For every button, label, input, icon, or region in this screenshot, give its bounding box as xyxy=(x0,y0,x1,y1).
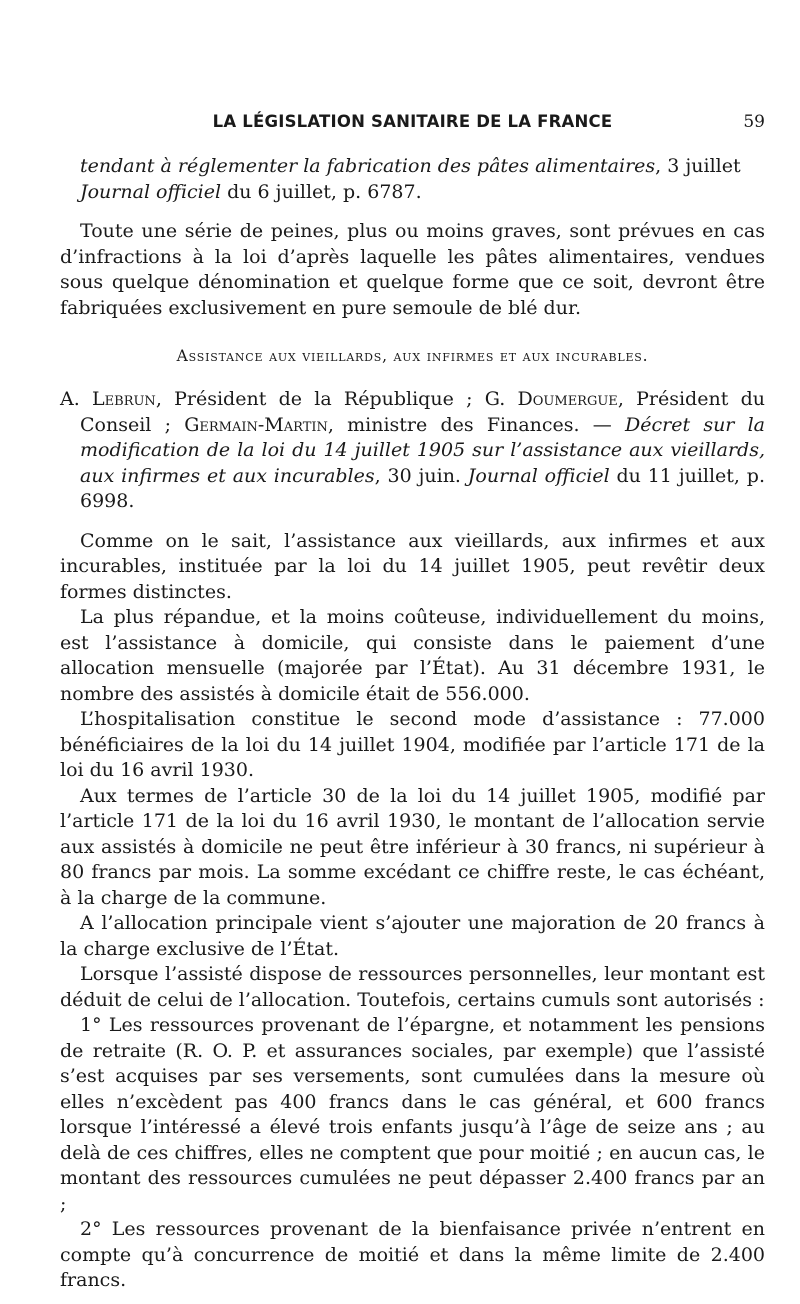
continuation-paragraph xyxy=(60,154,765,205)
paragraph-allocation-amount: Aux termes de l’article 30 de la loi du 14 juillet 1905, modifié par l’article 171 de la loi du 16 avril 1930, le montant de l’allocation servie aux assistés à domicile ne peut être inférieur à 30 francs, ni supérieur à 80 francs par mois. La somme excédant ce chiffre reste, le cas échéant, à la charge de la commune. xyxy=(60,784,765,909)
running-header xyxy=(60,112,765,142)
decree-text-1: , Président de la République ; G. xyxy=(155,388,518,410)
continuation-journal: Journal officiel xyxy=(80,180,222,203)
decree-prefix: A. xyxy=(60,388,93,410)
decree-text-2: , Président du Conseil ; xyxy=(80,388,765,436)
paragraph-ressources: Lorsque l’assisté dispose de ressources personnelles, leur montant est déduit de celui de l’allocation. Toutefois, certains cumuls sont autorisés : xyxy=(60,963,765,1011)
decree-reference xyxy=(60,387,765,515)
continuation-date: , 3 juillet xyxy=(655,155,741,177)
paragraph-epargne: 1° Les ressources provenant de l’épargne, et notamment les pensions de retraite (R. O. P. et assurances sociales, par exemple) que l’assisté s’est acquises par ses versements, sont cumulées dans la mesure où elles n’excèdent pas 400 francs dans le cas général, et 600 francs lorsque l’intéressé a élevé trois enfants jusqu’à l’âge de seize ans ; au delà de ces chiffres, elles ne comptent que pour moitié ; en aucun cas, le montant des ressources cumulées ne peut dépasser 2.400 francs par an ; xyxy=(60,1014,765,1215)
running-title: LA LÉGISLATION SANITAIRE DE LA FRANCE xyxy=(212,112,613,131)
paragraph-majoration: A l’allocation principale vient s’ajouter une majoration de 20 francs à la charge exclusive de l’État. xyxy=(60,912,765,960)
decree-name-lebrun: Lebrun xyxy=(92,388,156,410)
paragraph-peines: Toute une série de peines, plus ou moins graves, sont prévues en cas d’infractions à la loi d’après laquelle les pâtes alimentaires, vendues sous quelque dénomination et quelque forme que ce soit, devront être fabriquées exclusivement en pure semoule de blé dur. xyxy=(60,220,765,319)
decree-journal-ref: du 11 juillet, p. 6998. xyxy=(80,464,765,512)
paragraph-forms: Comme on le sait, l’assistance aux vieillards, aux infirmes et aux incurables, instituée par la loi du 14 juillet 1905, peut revêtir deux formes distinctes. xyxy=(60,529,765,603)
continuation-journal-ref: du 6 juillet, p. 6787. xyxy=(221,180,422,203)
section-heading: Assistance aux vieillards, aux infirmes et aux incurables. xyxy=(176,347,649,365)
decree-title: Décret sur la modification de la loi du 14 juillet 1905 sur l’assistance aux vieillards, aux infirmes et aux incurables xyxy=(80,413,766,487)
decree-text-3: , ministre des Finances. — xyxy=(327,413,626,436)
continuation-title: tendant à réglementer la fabrication des pâtes alimentaires xyxy=(80,155,656,177)
decree-name-doumergue: Doumergue xyxy=(517,388,618,410)
paragraph-hospitalisation: L’hospitalisation constitue le second mode d’assistance : 77.000 bénéficiaires de la loi du 14 juillet 1904, modifiée par l’article 171 de la loi du 16 avril 1930. xyxy=(60,708,765,781)
book-page xyxy=(60,112,765,1294)
paragraph-bienfaisance: 2° Les ressources provenant de la bienfaisance privée n’entrent en compte qu’à concurrence de moitié et dans la même limite de 2.400 francs. xyxy=(60,1218,765,1291)
decree-date: , 30 juin. xyxy=(374,464,468,487)
page-number: 59 xyxy=(743,112,765,132)
decree-name-germain-martin: Germain-Martin xyxy=(184,413,328,436)
decree-journal: Journal officiel xyxy=(467,464,610,487)
paragraph-domicile: La plus répandue, et la moins coûteuse, individuellement du moins, est l’assistance à domicile, qui consiste dans le paiement d’une allocation mensuelle (majorée par l’État). Au 31 décembre 1931, le nombre des assistés à domicile était de 556.000. xyxy=(60,606,765,705)
